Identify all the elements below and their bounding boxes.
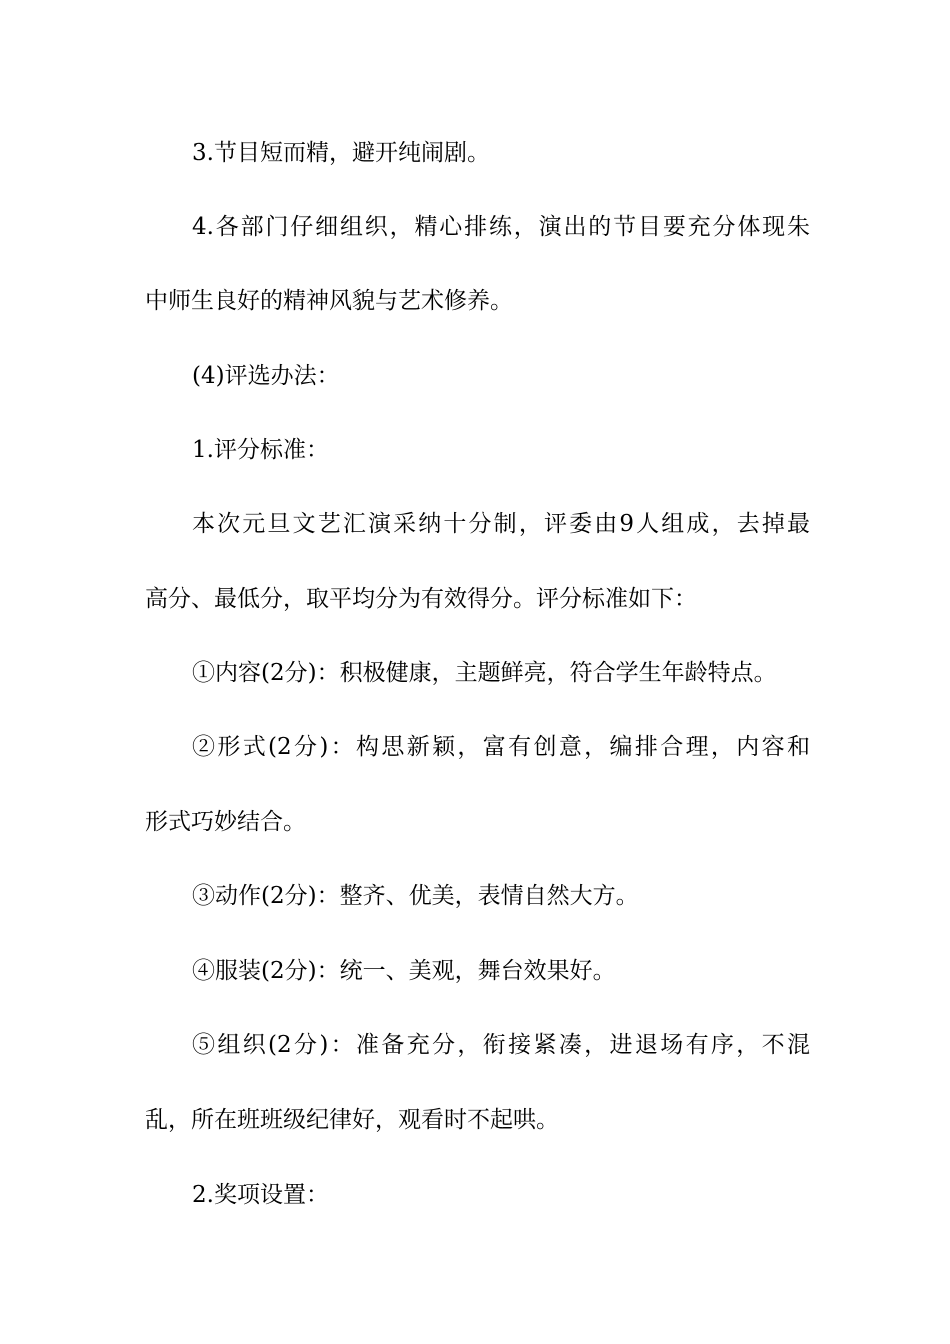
- criterion-movement: ③动作(2分)：整齐、优美，表情自然大方。: [192, 883, 639, 909]
- paragraph-line: 高分、最低分，取平均分为有效得分。评分标准如下：: [145, 586, 697, 612]
- paragraph-line: 形式巧妙结合。: [145, 809, 306, 835]
- paragraph-line: 中师生良好的精神风貌与艺术修养。: [145, 288, 513, 314]
- paragraph-line: 本次元旦文艺汇演采纳十分制，评委由9人组成，去掉最: [192, 511, 810, 537]
- criterion-form: ②形式(2分)：构思新颖，富有创意，编排合理，内容和: [192, 734, 810, 760]
- criterion-content: ①内容(2分)：积极健康，主题鲜亮，符合学生年龄特点。: [192, 660, 777, 686]
- subsection-heading: 1.评分标准：: [192, 437, 329, 463]
- subsection-heading: 2.奖项设置：: [192, 1182, 329, 1208]
- paragraph-line: 3.节目短而精，避开纯闹剧。: [192, 140, 490, 166]
- section-heading: (4)评选办法：: [192, 363, 340, 389]
- criterion-organization: ⑤组织(2分)：准备充分，衔接紧凑，进退场有序，不混: [192, 1032, 810, 1058]
- paragraph-line: 4.各部门仔细组织，精心排练，演出的节目要充分体现朱: [192, 214, 810, 240]
- paragraph-line: 乱，所在班班级纪律好，观看时不起哄。: [145, 1107, 559, 1133]
- criterion-costume: ④服装(2分)：统一、美观，舞台效果好。: [192, 958, 616, 984]
